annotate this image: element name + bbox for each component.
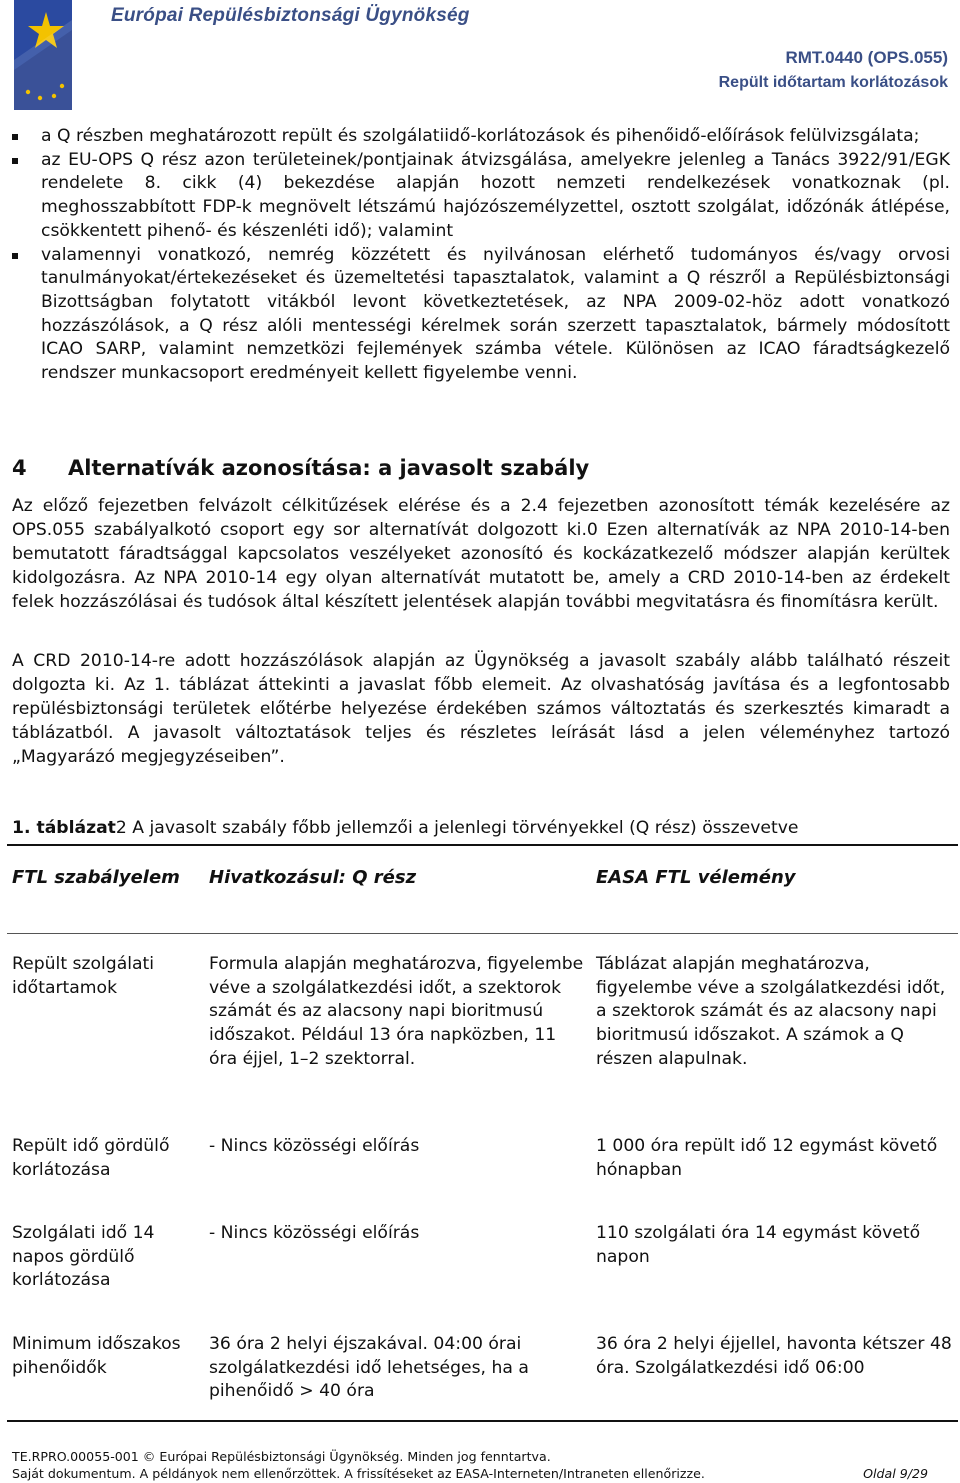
bullet-list [12,125,950,386]
table-cell: Szolgálati idő 14 napos gördülő korlátozása [12,1223,155,1291]
section-heading [12,456,589,480]
section-number: 4 [12,456,27,480]
table-cell: Táblázat alapján meghatározva, figyelembe véve a szolgálatkezdési időt, a szektorok számát és az alacsony napi bioritmusú időszakot. A számok a Q részen alapulnak. [596,954,946,1069]
agency-title: Európai Repülésbiztonsági Ügynökség [111,5,470,26]
page-footer [12,1448,948,1482]
paragraph: Az előző fejezetben felvázolt célkitűzések elérése és a 2.4 fejezetben azonosított témák kezelésére az OPS.055 szabályalkotó csoport egy sor alternatívát dolgozott ki.0 Ezen alternatívák az NPA 2010-14-ben bemutatott fáradtsággal kapcsolatos veszélyeket azonosító és kockázatkezelő módszer alapján kerültek kidolgozásra. Az NPA 2010-14 egy olyan alternatívát mutatott be, amely a CRD 2010-14-ben az érdekelt felek hozzászólásai és tudósok által készített jelentések alapján további megvitatásra és finomításra került. [12,496,950,612]
page-number: Oldal 9/29 [863,1466,928,1481]
table-caption [12,818,798,838]
table-cell: - Nincs közösségi előírás [209,1136,420,1156]
table-cell: Formula alapján meghatározva, figyelembe véve a szolgálatkezdési időt, a szektorok számát és az alacsony napi bioritmusú időszakot. Például 13 óra napközben, 11 óra éjjel, 1–2 szektorral. [209,954,584,1069]
table-header-cell: Hivatkozásul: Q rész [209,867,417,888]
table-bottom-rule [7,1420,958,1422]
document-id-block [719,48,948,92]
easa-logo [14,0,72,110]
table-caption-label: 1. táblázat [12,818,116,838]
table-header-rule [7,933,958,934]
list-item: a Q részben meghatározott repült és szolgálatiidő-korlátozások és pihenőidő-előírások felülvizsgálata; [12,125,950,149]
table-caption-text: 2 A javasolt szabály főbb jellemzői a jelenlegi törvényekkel (Q rész) összevetve [115,818,799,838]
table-cell: Repült szolgálati időtartamok [12,954,155,998]
table-cell: 36 óra 2 helyi éjszakával. 04:00 órai szolgálatkezdési idő lehetséges, ha a pihenőidő > 40 óra [209,1334,529,1402]
bullet-square-icon [12,253,18,259]
list-item: az EU-OPS Q rész azon területeinek/pontjainak átvizsgálása, amelyekre jelenleg a Tanács 3922/91/EGK rendelete 8. cikk (4) bekezdése alapján hozott nemzeti rendelkezések vonatkoznak (pl. meghosszabbított FDP-k megnövelt létszámú hajózószemélyzettel, osztott szolgálat, időzónák átlépése, csökkentett pihenő- és készenléti idő); valamint [12,149,950,244]
section-title: Alternatívák azonosítása: a javasolt szabály [68,456,590,480]
table-header-cell: FTL szabályelem [12,867,180,888]
bullet-square-icon [12,134,18,140]
table-cell: 36 óra 2 helyi éjjellel, havonta kétszer 48 óra. Szolgálatkezdési idő 06:00 [596,1334,952,1378]
table-cell: Repült idő gördülő korlátozása [12,1136,170,1180]
paragraph: A CRD 2010-14-re adott hozzászólások alapján az Ügynökség a javasolt szabály alább található részeit dolgozta ki. Az 1. táblázat áttekinti a javaslat főbb elemeit. Az olvashatóság javítása és a legfontosabb repülésbiztonsági területek előtérbe helyezése érdekében számos változtatás és szerkesztés kimaradt a táblázatból. A javasolt változtatások teljes és részletes leírását lásd a jelen véleményhez tartozó „Magyarázó megjegyzéseiben”. [12,651,950,767]
document-subtitle: Repült időtartam korlátozások [718,74,948,91]
list-item: valamennyi vonatkozó, nemrég közzétett és nyilvánosan elérhető tudományos és/vagy orvosi tanulmányokat/értekezéseket és üzemeltetési tapasztalatok, valamint a Q részről a Repülésbiztonsági Bizottságban folytatott vitákból levont következtetések, az NPA 2009-02-höz adott vonatkozó hozzászólások, a Q rész alóli mentességi kérelmek során szerzett tapasztalatok, bármely módosított ICAO SARP, valamint nemzetközi fejlemények számba vétele. Különösen az ICAO fáradtságkezelő rendszer munkacsoport eredményeit kellett figyelembe venni. [12,244,950,386]
table-cell: - Nincs közösségi előírás [209,1223,420,1243]
footer-disclaimer: Saját dokumentum. A példányok nem ellenőrzöttek. A frissítéseket az EASA-Interneten/Intraneten ellenőrizze. [12,1466,705,1481]
table-top-rule [7,844,958,846]
document-code: RMT.0440 (OPS.055) [785,48,948,67]
footer-copyright: TE.RPRO.00055-001 © Európai Repülésbiztonsági Ügynökség. Minden jog fenntartva. [12,1449,551,1464]
table-cell: 110 szolgálati óra 14 egymást követő napon [596,1223,921,1267]
table-cell: 1 000 óra repült idő 12 egymást követő hónapban [596,1136,938,1180]
bullet-square-icon [12,158,18,164]
table-header-cell: EASA FTL vélemény [596,867,796,888]
table-cell: Minimum időszakos pihenőidők [12,1334,181,1378]
